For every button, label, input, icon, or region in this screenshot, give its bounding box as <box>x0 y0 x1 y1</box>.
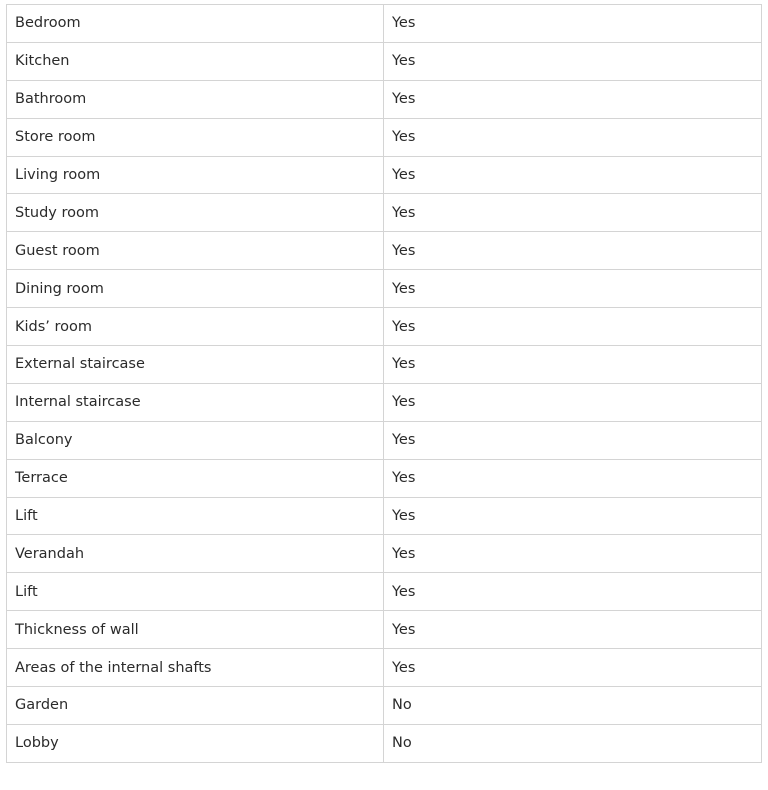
value-cell: Yes <box>384 535 762 573</box>
inclusion-table-container <box>6 4 761 763</box>
table-row <box>7 497 762 535</box>
table-row <box>7 459 762 497</box>
value-cell: Yes <box>384 156 762 194</box>
value-cell: Yes <box>384 194 762 232</box>
value-cell: Yes <box>384 308 762 346</box>
table-row <box>7 573 762 611</box>
table-row <box>7 346 762 384</box>
table-row <box>7 535 762 573</box>
room-cell: Lift <box>7 573 384 611</box>
room-cell: Kids’ room <box>7 308 384 346</box>
value-cell: Yes <box>384 611 762 649</box>
table-row <box>7 724 762 762</box>
room-cell: Thickness of wall <box>7 611 384 649</box>
inclusion-table <box>6 4 762 763</box>
value-cell: Yes <box>384 270 762 308</box>
value-cell: Yes <box>384 573 762 611</box>
room-cell: Living room <box>7 156 384 194</box>
value-cell: Yes <box>384 346 762 384</box>
table-row <box>7 649 762 687</box>
table-row <box>7 421 762 459</box>
value-cell: Yes <box>384 383 762 421</box>
value-cell: Yes <box>384 649 762 687</box>
table-row <box>7 383 762 421</box>
table-row <box>7 687 762 725</box>
room-cell: External staircase <box>7 346 384 384</box>
room-cell: Store room <box>7 118 384 156</box>
table-row <box>7 611 762 649</box>
table-row <box>7 194 762 232</box>
room-cell: Balcony <box>7 421 384 459</box>
room-cell: Kitchen <box>7 42 384 80</box>
value-cell: Yes <box>384 421 762 459</box>
value-cell: Yes <box>384 42 762 80</box>
room-cell: Lift <box>7 497 384 535</box>
value-cell: No <box>384 724 762 762</box>
value-cell: Yes <box>384 459 762 497</box>
room-cell: Study room <box>7 194 384 232</box>
room-cell: Terrace <box>7 459 384 497</box>
room-cell: Lobby <box>7 724 384 762</box>
value-cell: Yes <box>384 118 762 156</box>
room-cell: Areas of the internal shafts <box>7 649 384 687</box>
table-row <box>7 42 762 80</box>
table-row <box>7 118 762 156</box>
value-cell: Yes <box>384 232 762 270</box>
room-cell: Bathroom <box>7 80 384 118</box>
table-row <box>7 270 762 308</box>
room-cell: Garden <box>7 687 384 725</box>
table-row <box>7 80 762 118</box>
room-cell: Verandah <box>7 535 384 573</box>
room-cell: Guest room <box>7 232 384 270</box>
room-cell: Internal staircase <box>7 383 384 421</box>
room-cell: Dining room <box>7 270 384 308</box>
table-row <box>7 156 762 194</box>
value-cell: Yes <box>384 497 762 535</box>
table-row <box>7 232 762 270</box>
value-cell: Yes <box>384 5 762 43</box>
table-row <box>7 308 762 346</box>
room-cell: Bedroom <box>7 5 384 43</box>
value-cell: No <box>384 687 762 725</box>
table-row <box>7 5 762 43</box>
value-cell: Yes <box>384 80 762 118</box>
